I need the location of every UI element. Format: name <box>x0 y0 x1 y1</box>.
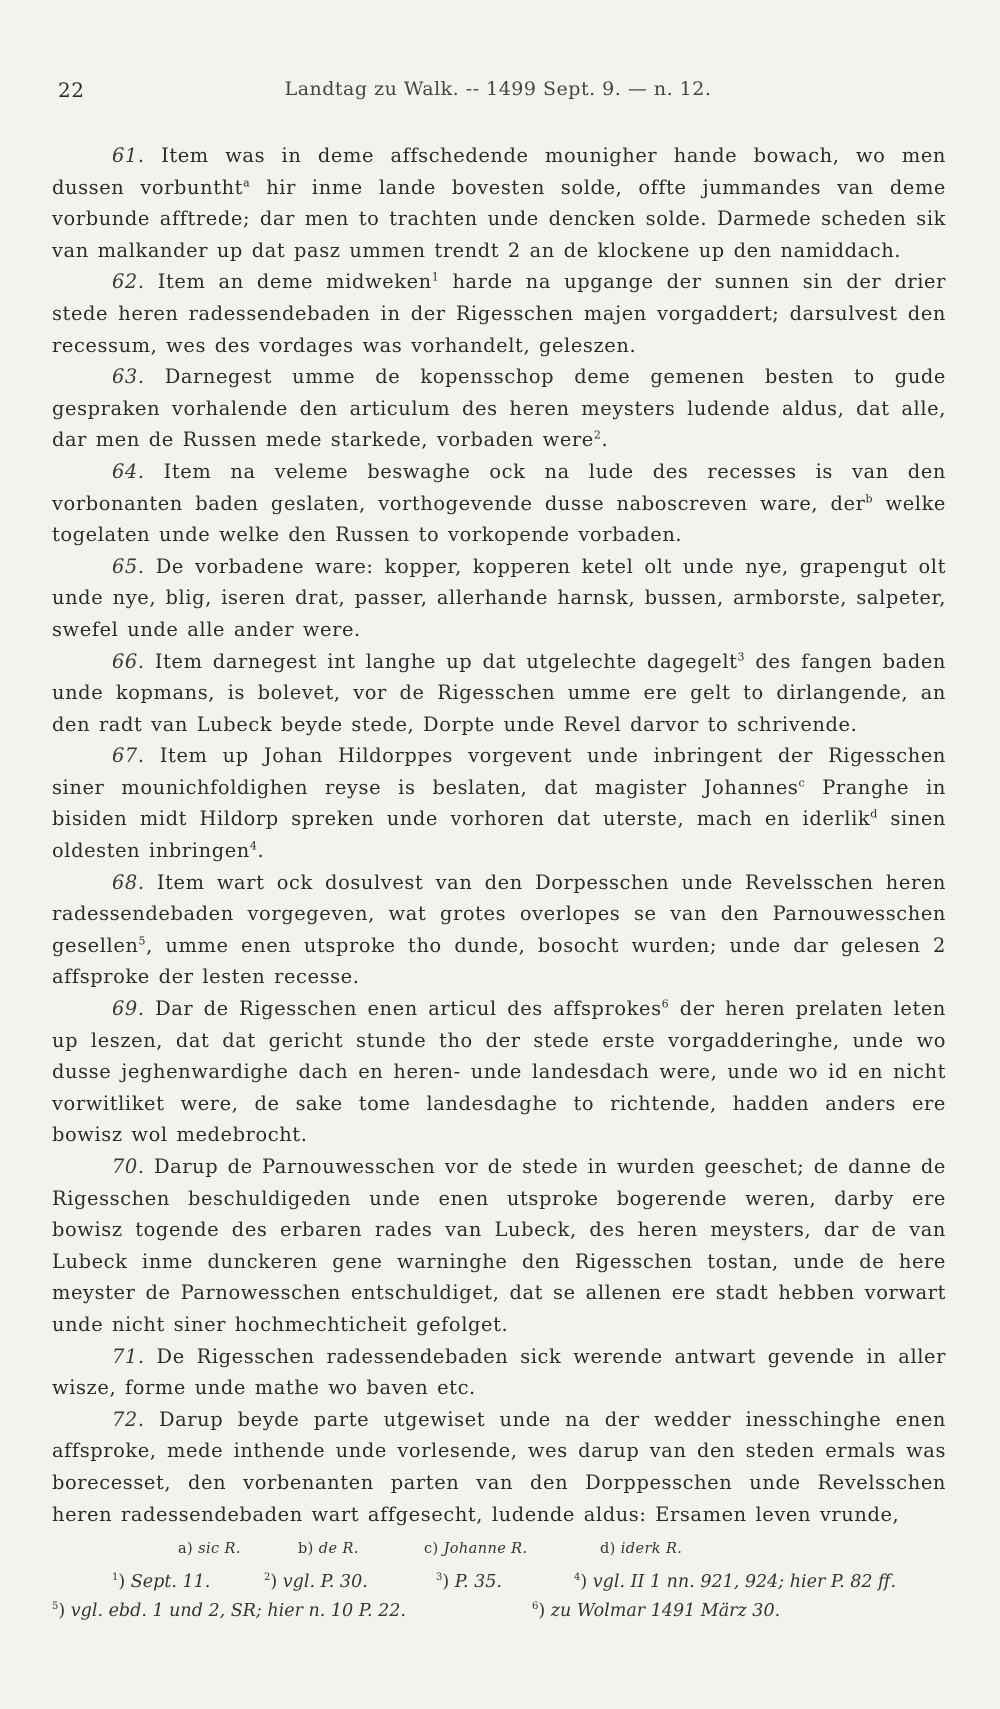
paragraph-number: 67. <box>112 744 145 768</box>
paragraph-70: 70. Darup de Parnouwesschen vor de stede in wurden geeschet; de danne de Rigesschen beschuldigeden unde enen utsproke bogerende weren, darby ere bowisz togende des erbaren rades van Lubeck, des heren meysters, dar de van Lubeck inme dunckeren gene warninghe den Rigesschen tostan, unde de here meyster de Parnowesschen entschuldiget, dat se allenen ere stadt hebben vorwart unde nicht siner hochmechticheit gefolget. <box>52 1155 947 1336</box>
footnote: $^3$) P. 35. <box>436 1572 502 1592</box>
footnotes <box>52 1568 952 1626</box>
paragraph-number: 70. <box>112 1155 145 1178</box>
sigla-note: a) sic R. <box>178 1541 241 1557</box>
page-number: 22 <box>58 78 85 102</box>
sigla-mark: a <box>243 176 251 190</box>
footnote: $^1$) Sept. 11. <box>112 1572 211 1592</box>
paragraph-69: 69. Dar de Rigesschen enen articul des affsprokes$^6$ der heren prelaten leten up leszen, dat dat gericht stunde tho der stede erste vorgadderinghe, unde wo dusse jeghenwardighe dach en heren- unde landesdach were, unde wo id en nicht vorwitliket were, de sake tome landesdaghe to richtende, hadden anders ere bowisz wol medebrocht. <box>52 997 947 1147</box>
paragraph-number: 71. <box>112 1344 145 1368</box>
paragraph-number: 68. <box>112 870 145 894</box>
paragraph-62: 62. Item an deme midweken$^1$ harde na upgange der sunnen sin der drier stede heren radessendebaden in der Rigesschen majen vorgaddert; darsulvest den recessum, wes des vordages was vorhandelt, geleszen. <box>52 270 947 357</box>
paragraph-number: 63. <box>112 365 145 389</box>
body-text <box>52 140 946 1530</box>
paragraph-66: 66. Item darnegest int langhe up dat utgelechte dagegelt$^3$ des fangen baden unde kopmans, is bolevet, vor de Rigesschen umme ere gelt to dirlangende, an den radt van Lubeck beyde stede, Dorpte unde Revel darvor to schrivende. <box>52 649 947 736</box>
paragraph-71: 71. De Rigesschen radessendebaden sick werende antwart gevende in aller wisze, forme unde mathe wo baven etc. <box>52 1344 946 1400</box>
paragraph-63: 63. Darnegest umme de kopensschop deme gemenen besten to gude gespraken vorhalende den articulum des heren meysters ludende aldus, dat alle, dar men de Russen mede starkede, vorbaden were$^2$. <box>52 365 946 452</box>
page-header <box>58 78 938 104</box>
footnote-mark: 3 <box>737 650 746 664</box>
footnote: $^6$) zu Wolmar 1491 März 30. <box>532 1601 781 1621</box>
paragraph-number: 65. <box>112 554 145 578</box>
footnote-mark: 6 <box>661 997 670 1011</box>
paragraph-number: 69. <box>112 997 145 1021</box>
paragraph-72: 72. Darup beyde parte utgewiset unde na der wedder inesschinghe enen affsproke, mede inthende unde vorlesende, wes darup van den steden ermals was borecesset, den vorbenanten parten van den Dorppesschen unde Revelsschen heren radessendebaden wart affgesecht, ludende aldus: Ersamen leven vrunde, <box>52 1407 947 1526</box>
sigla-note: b) de R. <box>298 1541 359 1557</box>
footnote-mark: 5 <box>138 934 147 948</box>
footnote: $^2$) vgl. P. 30. <box>264 1572 368 1592</box>
footnote: $^4$) vgl. II 1 nn. 921, 924; hier P. 82 ff. <box>574 1572 897 1592</box>
paragraph-number: 72. <box>112 1407 145 1431</box>
sigla-note: c) Johanne R. <box>424 1541 528 1557</box>
footnote: $^5$) vgl. ebd. 1 und 2, SR; hier n. 10 P. 22. <box>52 1601 406 1621</box>
paragraph-68: 68. Item wart ock dosulvest van den Dorpesschen unde Revelsschen heren radessendebaden vorgegeven, wat grotes overlopes se van den Parnouwesschen gesellen$^5$, umme enen utsproke tho dunde, bosocht wurden; unde dar gelesen 2 affsproke der lesten recesse. <box>52 870 946 989</box>
paragraph-number: 62. <box>112 270 145 294</box>
running-head: Landtag zu Walk. -- 1499 Sept. 9. — n. 12. <box>284 78 712 100</box>
paragraph-number: 66. <box>112 649 145 673</box>
sigla-mark: d <box>870 808 878 821</box>
sigla-note: d) iderk R. <box>600 1541 683 1557</box>
sigla-mark: b <box>865 492 874 506</box>
footnote-mark: 2 <box>593 428 602 442</box>
paragraph-number: 64. <box>112 459 145 483</box>
footnote-mark: 4 <box>249 839 258 853</box>
sigla-mark: c <box>798 776 806 790</box>
paragraph-65: 65. De vorbadene ware: kopper, kopperen ketel olt unde nye, grapengut olt unde nye, blig, iseren drat, passer, allerhande harnsk, bussen, armborste, salpeter, swefel unde alle ander were. <box>52 554 946 641</box>
footnote-mark: 1 <box>431 270 440 284</box>
paragraph-61: 61. Item was in deme affschedende mounigher hande bowach, wo men dussen vorbuntht$^a$ hir inme lande bovesten solde, offte jummandes van deme vorbunde afftrede; dar men to trachten unde dencken solde. Darmede scheden sik van malkander up dat pasz ummen trendt 2 an de klockene up den namiddach. <box>52 144 947 262</box>
paragraph-64: 64. Item na veleme beswaghe ock na lude des recesses is van den vorbonanten baden geslaten, vorthogevende dusse naboscreven ware, der$^b$ welke togelaten unde welke den Russen to vorkopende vorbaden. <box>52 459 946 547</box>
paragraph-number: 61. <box>112 144 145 167</box>
paragraph-67: 67. Item up Johan Hildorppes vorgevent unde inbringent der Rigesschen siner mounichfoldighen reyse is beslaten, dat magister Johannes$^c$ Pranghe in bisiden midt Hildorp spreken unde vorhoren dat uterste, mach en iderlik$^d$ sinen oldesten inbringen$^4$. <box>52 744 947 863</box>
